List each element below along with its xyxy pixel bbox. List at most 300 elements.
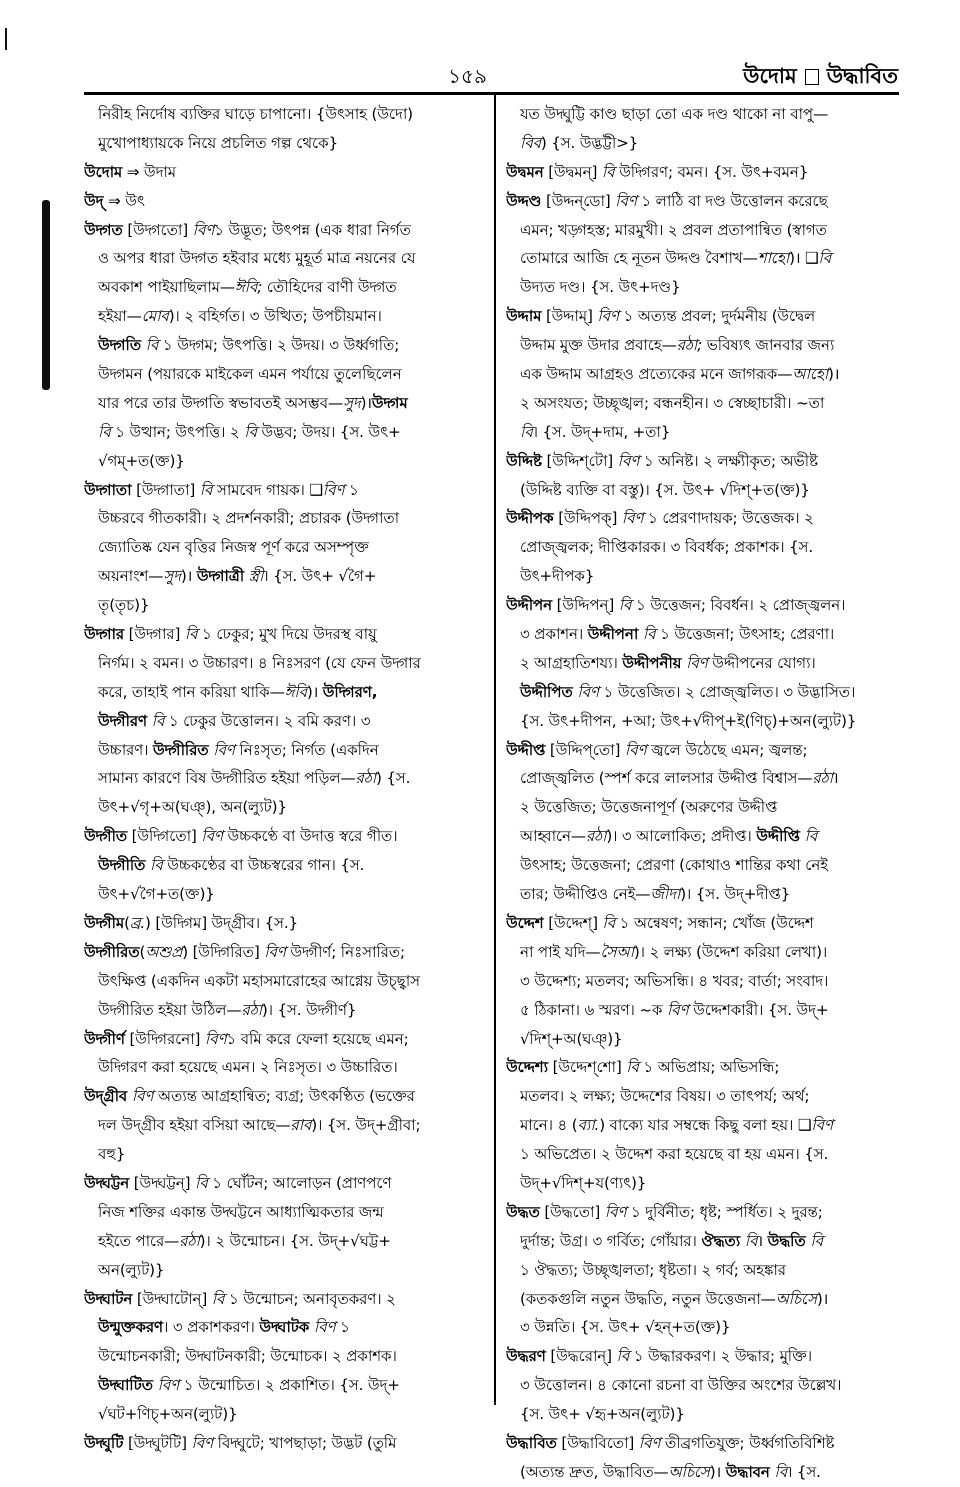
definition-text: )। {স. উদ্+দীপ্ত} [680,885,791,904]
grammar-label: বি [98,422,111,441]
definition-text: [উদ্ধাবিতো] [556,1433,639,1452]
definition-text: [উদ্বমন্] [543,162,602,181]
definition-text: [উদ্ঘুটটি] [123,1433,192,1452]
grammar-label: বিণ [157,1376,180,1395]
definition-text: )। [306,682,323,701]
definition-text: )। ৩ আলোকিত; প্রদীপ্ত। [606,827,757,846]
entry-headword-line [506,1429,900,1458]
entry-continuation-line [506,1025,900,1054]
definition-text: । [832,769,839,788]
entry-continuation-line [84,360,488,389]
grammar-label: অচিসে [775,1289,817,1308]
grammar-label: বি [211,1289,225,1308]
definition-text: [উদ্দিপক্] [553,509,622,528]
definition-text: ৩ উন্নতি। {স. উৎ+ √হন্+ত(ক্ত)} [520,1318,731,1337]
definition-text: অয়নাংশ— [98,567,164,586]
entry-continuation-line [506,360,900,389]
entry-continuation-line [506,967,900,996]
definition-text: উচ্চকণ্ঠে বা উদাত্ত স্বরে গীত। [222,827,398,846]
definition-text: ) {স. [375,769,411,788]
definition-text: বিদ্ঘুটে; খাপছাড়া; উদ্ভট (তুমি [213,1433,397,1452]
grammar-label: রঠা [241,1000,262,1019]
grammar-label: বিণ [204,1029,227,1048]
headword: উদ্গীর্ণ [84,1029,125,1048]
definition-text: ২ উত্তেজিত; উত্তেজনাপূর্ণ (অরুণের উদ্দীপ্ত [520,798,778,817]
grammar-label: সুদ [163,567,181,586]
entry-continuation-line [506,533,900,562]
definition-text: ১ উদ্গম; উৎপত্তি। ২ উদয়। ৩ উর্ধ্বগতি; [158,336,400,355]
definition-text: তৃ(তৃচ)} [98,596,150,615]
entry-continuation-line [506,1082,900,1111]
entry-continuation-line [84,244,488,273]
definition-text: উদ্+√দিশ্+য(ণ্যৎ)} [520,1173,647,1192]
definition-text: )। ২ বহির্গত। ৩ উত্থিত; উপচীয়মান। [168,307,382,326]
definition-text: √ঘট+ণিচ্+অন(ল্যুট)} [98,1405,238,1424]
entry-continuation-line [84,707,488,736]
headword: উদ্গাতা [84,480,132,499]
grammar-label: বি [601,162,615,181]
definition-text: ১ অনিষ্ট। ২ লক্ষ্যীকৃত; অভীষ্ট [639,451,818,470]
grammar-label: বিব [520,133,541,152]
entry-headword-line [506,736,900,765]
entry-headword-line [84,909,488,938]
entry-continuation-line [84,273,488,302]
headword: উদ্দীপনীয় [622,653,682,672]
headword: উদ্ঘাটক [259,1318,310,1337]
headword: উদ্দীপ্ত [506,740,546,759]
definition-text: ১ উত্তেজিত। ২ প্রোজ্জ্বলিত। ৩ উদ্ভাসিত। [598,682,856,701]
entry-continuation-line [506,1256,900,1285]
definition-text: এক উদ্দাম আগ্রহও প্রত্যেকের মনে জাগরূক— [520,365,793,384]
grammar-label: ঈবি; [234,278,263,297]
grammar-label: বিণ [191,1433,214,1452]
headword: উন্মুক্তকরণ [98,1318,164,1337]
definition-text: নিজ শক্তির একান্ত উদ্ঘট্টনে আধ্যাত্মিকতার জন্ম [98,1202,384,1221]
definition-text: )। {স. উদ্গীর্ণ} [261,1000,357,1019]
entry-continuation-line [506,562,900,591]
definition-text: তৌহিদের বাণী উদ্গত [262,278,397,297]
entry-continuation-line [84,447,488,476]
grammar-label: রঠা [812,769,833,788]
entry-headword-line [506,447,900,476]
definition-text: বহু} [98,1145,126,1164]
grammar-label: রঠা [179,1231,200,1250]
definition-text: উৎসাহ; উত্তেজনা; প্রেরণা (কোথাও শান্তির কথা নেই [520,856,828,875]
definition-text: এমন; খড়্গহস্ত; মারমুখী। ২ প্রবল প্রতাপান্বিত (স্বাগত [520,220,827,239]
definition-text: উদ্যত দণ্ড। {স. উৎ+দণ্ড} [520,278,681,297]
definition-text: ও অপর ধারা উদ্গত হইবার মধ্যে মুহূর্ত মাত্র নয়নের যে [98,249,416,268]
entry-headword-line [84,938,488,967]
definition-text: {স. উৎ+ √হৃ+অন(ল্যুট)} [520,1405,685,1424]
definition-text: সামবেদ গায়ক। ❑ [212,480,323,499]
entry-continuation-line [84,649,488,678]
entry-continuation-line [84,562,488,591]
definition-text: ৫ ঠিকানা। ৬ স্মরণ। ~ক [520,1000,667,1019]
entry-continuation-line [506,1400,900,1429]
definition-text: প্রোজ্জ্বলক; দীপ্তিকারক। ৩ বিবর্ধক; প্রকাশক। {স. [520,538,813,557]
definition-text: [উদ্দাম্] [541,307,598,326]
definition-text: ১ ঘোঁটন; আলোড়ন (প্রাণপণে [207,1173,392,1192]
entry-headword-line [84,1429,488,1458]
headword: উদ্ [84,191,104,210]
entry-continuation-line [506,996,900,1025]
definition-text: উন্মোচনকারী; উদ্ঘাটনকারী; উন্মোচক। ২ প্রকাশক। [98,1347,397,1366]
definition-text: ১ দুর্বিনীত; ধৃষ্ট; স্পর্ধিত। ২ দুরন্ত; [626,1202,823,1221]
column-divider [494,95,496,1405]
definition-text: [উদ্গিরনো] [124,1029,205,1048]
definition-text: উদ্দাম মুক্ত উদার প্রবাহে— [520,336,677,355]
grammar-label: বি [184,625,198,644]
definition-text: ১ অভিপ্রেত। ২ উদ্দেশ করা হয়েছে বা হয় এমন। {স. [520,1145,829,1164]
entry-continuation-line [506,476,900,505]
entry-continuation-line [506,1227,900,1256]
entry-continuation-line [84,880,488,909]
entry-headword-line [506,591,900,620]
grammar-label: বিণ [621,509,644,528]
definition-text: হইয়া— [98,307,142,326]
grammar-label: বিণ [617,451,640,470]
definition-text: ১ উন্মোচিত। ২ প্রকাশিত। {স. উদ্+ [179,1376,400,1395]
grammar-label: বিণ [624,740,647,759]
definition-text: [উদ্দিশ্‌টো] [541,451,618,470]
grammar-label: বিণ [131,1087,154,1106]
definition-text: তীব্রগতিযুক্ত; উর্ধ্বগতিবিশিষ্ট [660,1433,835,1452]
grammar-label: বিণ [597,307,619,326]
definition-text: যত উদ্ঘুট্টি কাণ্ড ছাড়া তো এক দণ্ড থাকো না বাপু— [520,105,828,123]
definition-text: [উদ্দেশ্‌শো] [547,1058,627,1077]
definition-text: ১ অভিপ্রায়; অভিসন্ধি; [638,1058,780,1077]
entry-continuation-line [506,1111,900,1140]
definition-text: উদ্গিরণ; বমন। {স. উৎ+বমন} [614,162,809,181]
entry-continuation-line [84,678,488,707]
grammar-label: বি [602,913,616,932]
definition-text: উচ্চারণ। [98,740,154,759]
definition-text: । {স. উদ্+দাম, +তা} [532,422,671,441]
definition-text: ১ উন্মোচন; অনাবৃতকরণ। ২ [224,1289,396,1308]
definition-text: ( [124,913,130,932]
entry-headword-line [84,1025,488,1054]
definition-text: [উদ্ঘট্টন্] [129,1173,195,1192]
grammar-label: বিণ [811,1116,833,1135]
headword: উদ্গ্রীব [84,1087,128,1106]
grammar-label: বিণ [322,480,345,499]
entry-headword-line [84,1285,488,1314]
definition-text: জ্যোতিষ্ক যেন বৃত্তির নিজস্ব পূর্ণ করে অসম্পৃক্ত [98,538,369,557]
grammar-label: বিণ [264,942,286,961]
headword: উদ্দণ্ড [506,191,542,210]
definition-text: ⇒ উদাম [122,162,176,181]
entry-continuation-line [84,1371,488,1400]
definition-text: অন(ল্যুট)} [98,1260,165,1279]
headword: উদ্দেশ্য [506,1058,548,1077]
grammar-label: ব্যা. [577,1116,600,1135]
grammar-label: বি [804,827,818,846]
grammar-label: বি [145,336,159,355]
definition-text: উদ্দীপনের যোগ্য। [707,653,816,672]
entry-headword-line [84,1082,488,1111]
definition-text: )। [709,1462,726,1481]
definition-text: অবকাশ পাইয়াছিলাম— [98,278,235,297]
definition-text: )। ২ লক্ষ্য (উদ্দেশ করিয়া লেখা)। [633,942,828,961]
entry-continuation-line [506,822,900,851]
definition-text: )। [180,567,197,586]
grammar-label: বি [150,856,163,875]
headword: উদ্দীপন [506,596,552,615]
definition-text: [উদ্দিপ্‌তো] [545,740,625,759]
entry-headword-line [84,187,488,216]
definition-text: তার; উদ্দীপ্তিও নেই— [520,885,651,904]
definition-text: ১ উদ্ধারকরণ। ২ উদ্ধার; মুক্তি। [629,1347,812,1366]
definition-text: [উদ্দন্‌ডো] [541,191,616,210]
entry-headword-line [506,504,900,533]
entry-headword-line [84,822,488,851]
separator-box-icon [805,69,819,85]
binding-mark [5,28,7,50]
definition-text: ১ অত্যন্ত প্রবল; দুর্দমনীয় (উদ্বেল [618,307,816,326]
headword: উদ্গীরণ [98,711,147,730]
definition-text: ( [139,942,146,961]
grammar-label: বিণ [577,682,599,701]
grammar-label: ব্র. [129,913,146,932]
headword: উদ্গতি [98,336,142,355]
definition-text: ⇒ উৎ [103,191,145,210]
definition-text: নির্গম। ২ বমন। ৩ উচ্চারণ। ৪ নিঃসরণ (যে ফেন উদ্গার [98,653,421,672]
entry-headword-line [506,1342,900,1371]
headword: উদ্ঘাটন [84,1289,133,1308]
definition-text: উদ্ভব; উদয়। {স. উৎ+ [256,422,401,441]
grammar-label: রঠা; [676,336,703,355]
grammar-label: বি [810,1231,823,1250]
grammar-label: আহো [792,365,829,384]
entry-continuation-line [506,273,900,302]
definition-text: উৎ+√গৃ+অ(ঘঞ্), অন(ল্যুট)} [98,798,287,817]
grammar-label: বিণ [638,1433,661,1452]
entry-continuation-line [84,1342,488,1371]
entry-continuation-line [84,1256,488,1285]
headword: উদ্গাত্রী [196,567,245,586]
definition-text: সামান্য কারণে বিষ উদ্গীরিত হইয়া পড়িল— [98,769,356,788]
entry-continuation-line [506,129,900,158]
entry-continuation-line [506,389,900,418]
entry-headword-line [84,158,488,187]
definition-text: নিঃসৃত; নির্গত (একদিন [234,740,379,759]
headword: উদ্দিষ্ট [506,451,542,470]
headword: উদোম [84,162,123,181]
headword: উদ্গীতি [98,856,146,875]
definition-text: উদ্গিরণ করা হয়েছে এমন। ২ নিঃসৃত। ৩ উচ্চারিত। [98,1058,398,1077]
definition-text: যার পরে তার উদ্গতি স্বভাবতই অসম্ভব— [98,393,343,412]
entry-headword-line [84,620,488,649]
grammar-label: অচিসে [668,1462,710,1481]
entry-continuation-line [84,533,488,562]
grammar-label: বি [244,422,257,441]
definition-text: অত্যন্ত আগ্রহান্বিত; ব্যগ্র; উৎকণ্ঠিত (ভক্তের [153,1087,415,1106]
headword: উদ্দীপ্তি [756,827,800,846]
scan-shadow [42,200,50,390]
definition-text: {স. উৎ+দীপন, +আ; উৎ+√দীপ্+ই(ণিচ্)+অন(ল্যুট)} [520,711,857,730]
definition-text: ১ [344,480,359,499]
headword: উদ্দেশ [506,913,544,932]
definition-text: (অত্যন্ত দ্রুত, উদ্ধাবিত— [520,1462,669,1481]
entry-continuation-line [506,100,900,129]
grammar-label: সৈআ [600,942,634,961]
grammar-label: শাহো [757,249,790,268]
grammar-label: বি [199,480,213,499]
grammar-label: জীদা [650,885,681,904]
entry-headword-line [506,158,900,187]
definition-text: [উদ্গাতা] [131,480,200,499]
definition-text: [উদ্ধরোন্] [545,1347,617,1366]
definition-text: [উদ্গতো] [122,220,193,239]
definition-text: ১ লাঠি বা দণ্ড উত্তোলন করেছে [636,191,828,210]
entry-headword-line [506,909,900,938]
definition-text: করে, তাহাই পান করিয়া থাকি— [98,682,285,701]
definition-text: ১ বমি করে ফেলা হয়েছে এমন; [226,1029,409,1048]
definition-text: উচ্চকণ্ঠের বা উচ্চস্বরের গান। {স. [162,856,365,875]
entry-continuation-line [506,244,900,273]
page-number: ১৫৯ [448,64,487,88]
headword: উদ্গত [84,220,123,239]
definition-text: মতলব। ২ লক্ষ্য; উদ্দেশের বিষয়। ৩ তাৎপর্য; অর্থ; [520,1087,810,1106]
headword: উদ্ধাবন [725,1462,770,1481]
grammar-label: বিণ [201,827,223,846]
entry-headword-line [84,476,488,505]
definition-text: দুর্দান্ত; উগ্র। ৩ গর্বিত; গোঁয়ার। [520,1231,702,1250]
definition-text: ১ অন্বেষণ; সন্ধান; খোঁজ (উদ্দেশ [615,913,814,932]
definition-text: )। {স. উদ্+গ্রীবা; [311,1116,421,1135]
headword: উদ্ঘট্টন [84,1173,130,1192]
headword: উদ্ঘুটি [84,1433,124,1452]
definition-text: উচ্চরবে গীতকারী। ২ প্রদর্শনকারী; প্রচারক (উদ্গাতা [98,509,399,528]
grammar-label: বি [616,1347,630,1366]
definition-text: উৎ+দীপক} [520,567,595,586]
grammar-label: বিণ [666,1000,689,1019]
entry-headword-line [506,187,900,216]
headword: উদ্দাম [506,307,542,326]
entry-continuation-line [84,1198,488,1227]
definition-text: উদ্গীরিত হইয়া উঠিল— [98,1000,242,1019]
grammar-label: বিণ [615,191,637,210]
definition-text: ৩ প্রকাশন। [520,625,588,644]
entry-continuation-line [84,1111,488,1140]
entry-continuation-line [506,851,900,880]
entry-continuation-line [84,851,488,880]
headword: উদ্গীম [84,913,125,932]
entry-continuation-line [84,389,488,418]
definition-text: ১ উত্থান; উৎপত্তি। ২ [110,422,245,441]
headword: উদ্দীপিত [520,682,573,701]
entry-continuation-line [506,649,900,678]
grammar-label: বি [626,1058,639,1077]
definition-text: ) [উদ্গিরিত] [182,942,265,961]
definition-text: প্রোজ্জ্বলিত (স্পর্শ করে লালসার উদ্দীপ্ত বিশ্বাস— [520,769,813,788]
grammar-label: বি [642,625,656,644]
definition-text: ) [উদ্গিম] উদ্গ্রীব। {স.} [145,913,298,932]
grammar-label: বি [194,1173,208,1192]
definition-text: ১ [335,1318,350,1337]
definition-text: [উদ্গার] [124,625,185,644]
headword: উদ্দীপনা [587,625,639,644]
definition-text: [উদ্দিপন্] [552,596,619,615]
definition-text: ) বাক্যে যার সম্বন্ধে কিছু বলা হয়। ❑ [599,1116,812,1135]
entry-continuation-line [506,938,900,967]
grammar-label: অশুপ্র [145,942,183,961]
headword: উদ্দীপক [506,509,554,528]
definition-text: উদ্গীর্ণ; নিঃসারিত; [285,942,405,961]
grammar-label: বিণ [686,653,708,672]
grammar-label: বিণ [313,1318,336,1337]
headword: উদ্ধতি [767,1231,806,1250]
definition-text: ৩ উত্তোলন। ৪ কোনো রচনা বা উক্তির অংশের উল্লেখ। [520,1376,842,1395]
entry-headword-line [506,1053,900,1082]
grammar-label: সুদ [342,393,361,412]
definition-text: ১ উত্তেজনা; উৎসাহ; প্রেরণা। [655,625,835,644]
entry-continuation-line [506,764,900,793]
entry-continuation-line [506,707,900,736]
definition-text: তোমারে আজি হে নূতন উদ্দণ্ড বৈশাখ— [520,249,758,268]
entry-continuation-line [506,418,900,447]
definition-text: √গম্+ত(ক্ত)} [98,451,185,470]
guide-word-last: উদ্ধাবিত [826,64,898,88]
definition-text: ১ উদ্ভূত; উৎপন্ন (এক ধারা নির্গত [214,220,411,239]
running-head [743,60,898,95]
grammar-label: রাব [290,1116,312,1135]
entry-continuation-line [84,967,488,996]
definition-text: । ৩ প্রকাশকরণ। [163,1318,260,1337]
entry-continuation-line [506,216,900,245]
definition-text: । {স. উৎ+ √গৈ+ [263,567,377,586]
definition-text: )। [816,1289,829,1308]
definition-text: [উদ্ঘাটোন্] [132,1289,212,1308]
grammar-label: বিণ [213,740,235,759]
entry-continuation-line [84,302,488,331]
grammar-label: রঠা [585,827,607,846]
definition-text: উদ্গমন (পয়ারকে মাইকেল এমন পর্যায়ে তুলেছিলেন [98,365,402,384]
headword: উদ্গার [84,625,125,644]
headword: উদ্গম [371,393,408,412]
entry-continuation-line [506,1285,900,1314]
entry-continuation-line [506,880,900,909]
definition-text: ৩ উদ্দেশ্য; মতলব; অভিসন্ধি। ৪ খবর; বার্তা; সংবাদ। [520,971,829,990]
headword: উদ্গীরিত [84,942,140,961]
definition-text: ১ ঢেকুর উত্তোলন। ২ বমি করণ। ৩ [164,711,371,730]
definition-text: )। ২ উন্মোচন। {স. উদ্+√ঘট্ট+ [199,1231,391,1250]
definition-text: (উদ্দিষ্ট ব্যক্তি বা বস্তু)। {স. উৎ+ √দিশ্+ত(ক্ত)} [520,480,810,499]
entry-continuation-line [506,1169,900,1198]
grammar-label: মোব [141,307,169,326]
guide-word-first: উদোম [743,64,797,88]
entry-continuation-line [84,736,488,765]
definition-text: ) {স. উদ্ভট্টী>} [540,133,639,152]
grammar-label: রঠা [355,769,376,788]
entry-headword-line [506,1198,900,1227]
entry-headword-line [84,216,488,245]
definition-text: (কতকগুলি নতুন উদ্ধতি, নতুন উত্তেজনা— [520,1289,776,1308]
definition-text: । {স. [787,1462,821,1481]
entry-continuation-line [84,100,488,129]
entry-continuation-line [84,504,488,533]
entry-continuation-line [506,1371,900,1400]
entry-continuation-line [84,418,488,447]
entry-continuation-line [84,591,488,620]
definition-text: আহ্বানে— [520,827,586,846]
grammar-label: বিণ [192,220,215,239]
definition-text: উৎ+√গৈ+ত(ক্ত)} [98,885,215,904]
entry-continuation-line [506,1140,900,1169]
headword: উদ্ধত [506,1202,540,1221]
headword: উদ্ধরণ [506,1347,546,1366]
entry-continuation-line [84,1400,488,1429]
